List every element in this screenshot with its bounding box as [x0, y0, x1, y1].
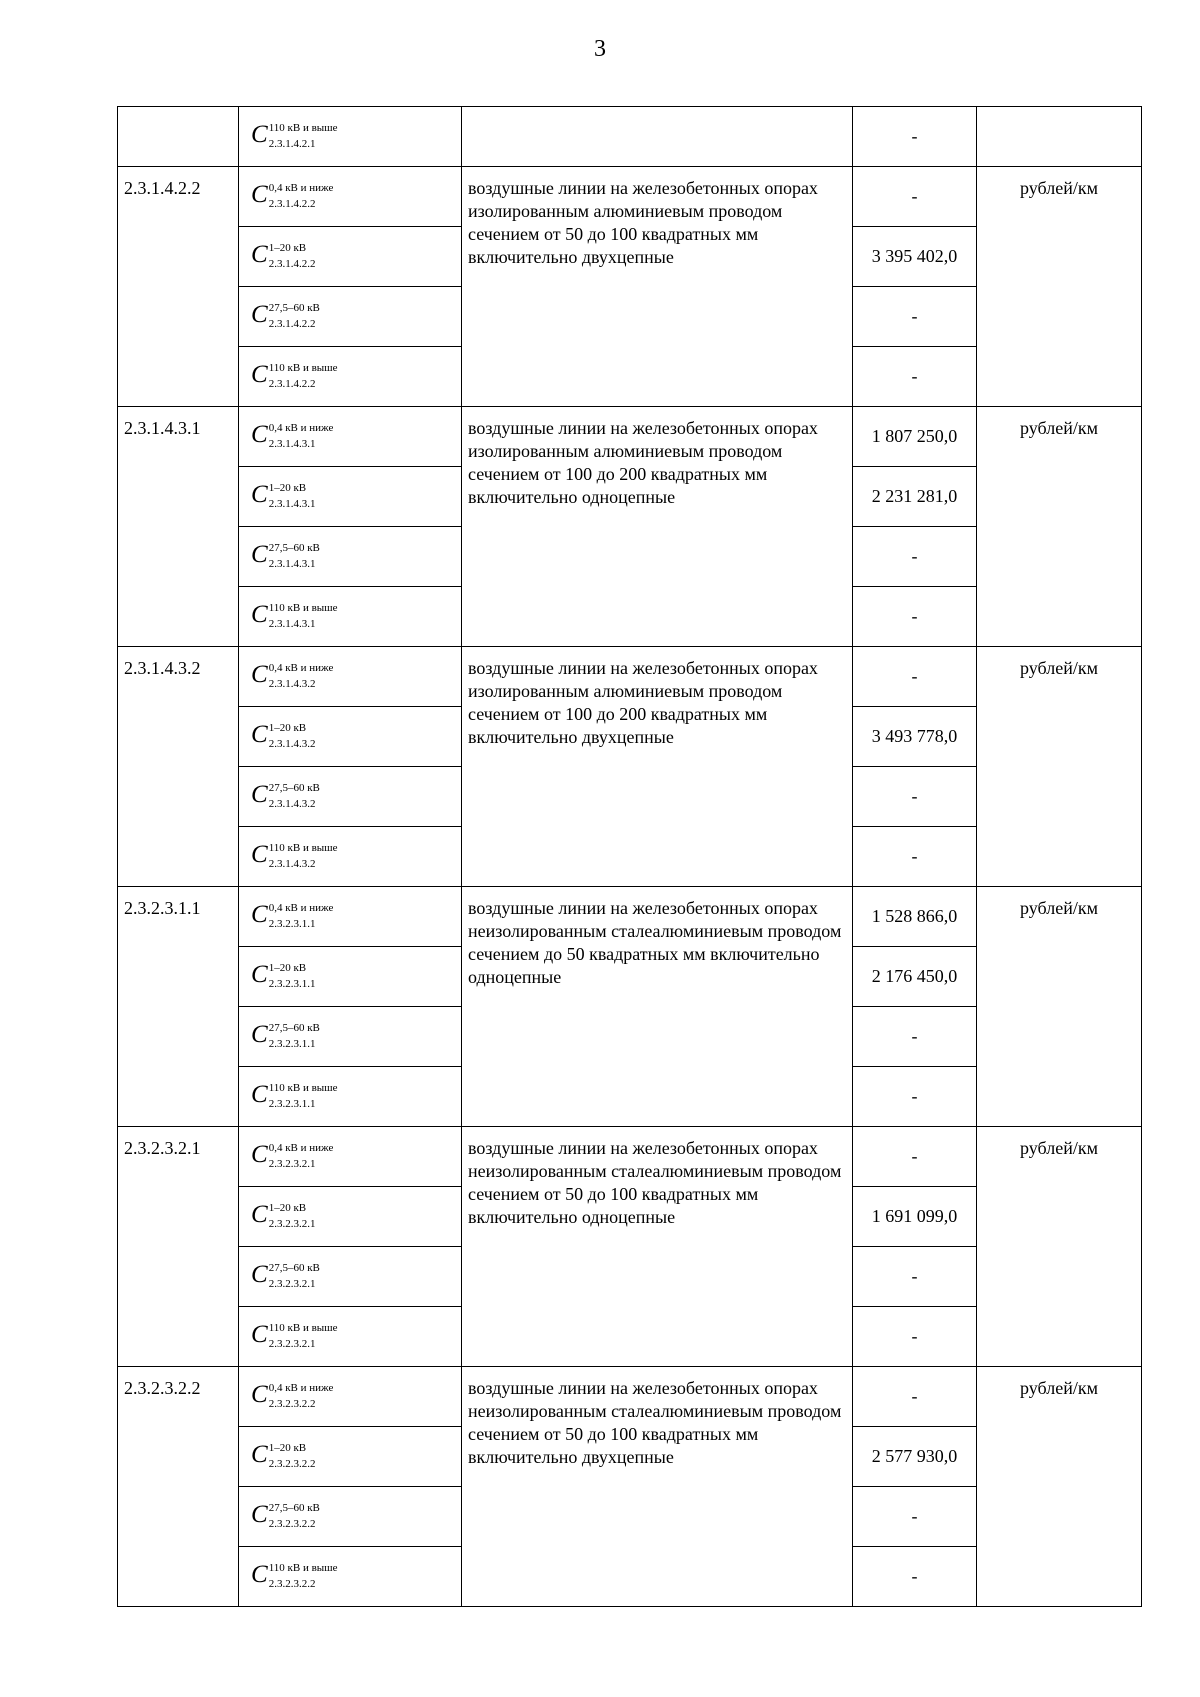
rate-code: 2.3.2.3.2.1: [118, 1127, 239, 1367]
rate-description: [462, 107, 853, 167]
rate-unit: рублей/км: [977, 887, 1142, 1127]
code-subscript: 2.3.1.4.2.2: [268, 197, 316, 210]
code-subscript: 2.3.2.3.1.1: [268, 977, 316, 990]
code-subscript: 2.3.1.4.2.2: [268, 257, 316, 270]
code-subscript: 2.3.1.4.3.2: [268, 857, 316, 870]
rate-symbol: [239, 287, 462, 347]
rate-value: 3 395 402,0: [853, 227, 977, 287]
rate-value: -: [853, 1487, 977, 1547]
symbol-indices: [268, 421, 334, 450]
rate-value: -: [853, 1127, 977, 1187]
rate-symbol: [239, 347, 462, 407]
symbol-letter: C: [251, 481, 268, 509]
code-subscript: 2.3.1.4.3.2: [268, 677, 316, 690]
code-subscript: 2.3.2.3.2.2: [268, 1397, 316, 1410]
rate-value: -: [853, 1547, 977, 1607]
symbol-letter: C: [251, 361, 268, 389]
rate-description: воздушные линии на железобетонных опорах изолированным алюминиевым проводом сечением от 100 до 200 квадратных мм включительно одноцепные: [462, 407, 853, 647]
symbol-indices: [268, 121, 338, 150]
rate-description: воздушные линии на железобетонных опорах неизолированным сталеалюминиевым проводом сечением от 50 до 100 квадратных мм включительно одноцепные: [462, 1127, 853, 1367]
code-subscript: 2.3.2.3.2.2: [268, 1457, 316, 1470]
symbol-letter: C: [251, 121, 268, 149]
table-row: [118, 1127, 1142, 1187]
voltage-superscript: 110 кВ и выше: [268, 121, 338, 134]
symbol-letter: C: [251, 841, 268, 869]
rate-symbol: [239, 1187, 462, 1247]
rate-symbol: [239, 767, 462, 827]
symbol-indices: [268, 841, 338, 870]
voltage-superscript: 110 кВ и выше: [268, 1081, 338, 1094]
rate-code: 2.3.2.3.2.2: [118, 1367, 239, 1607]
rate-value: -: [853, 767, 977, 827]
rate-unit: рублей/км: [977, 167, 1142, 407]
symbol-letter: C: [251, 1381, 268, 1409]
rate-symbol: [239, 1127, 462, 1187]
code-subscript: 2.3.2.3.2.1: [268, 1157, 316, 1170]
page-number: 3: [594, 36, 606, 62]
rate-symbol: [239, 1547, 462, 1607]
symbol-letter: C: [251, 181, 268, 209]
rate-code: 2.3.1.4.3.2: [118, 647, 239, 887]
table-row: [118, 647, 1142, 707]
voltage-superscript: 0,4 кВ и ниже: [268, 661, 334, 674]
rate-symbol: [239, 407, 462, 467]
voltage-superscript: 1–20 кВ: [268, 1201, 307, 1214]
rate-value: 1 807 250,0: [853, 407, 977, 467]
symbol-indices: [268, 1141, 334, 1170]
rate-symbol: [239, 887, 462, 947]
symbol-letter: C: [251, 1021, 268, 1049]
voltage-superscript: 27,5–60 кВ: [268, 541, 320, 554]
voltage-superscript: 110 кВ и выше: [268, 601, 338, 614]
rate-symbol: [239, 587, 462, 647]
voltage-superscript: 110 кВ и выше: [268, 361, 338, 374]
symbol-indices: [268, 481, 316, 510]
rate-value: 2 577 930,0: [853, 1427, 977, 1487]
rate-value: -: [853, 167, 977, 227]
symbol-indices: [268, 1021, 320, 1050]
voltage-superscript: 1–20 кВ: [268, 1441, 307, 1454]
rate-value: -: [853, 527, 977, 587]
symbol-indices: [268, 781, 320, 810]
rate-description: воздушные линии на железобетонных опорах неизолированным сталеалюминиевым проводом сечением до 50 квадратных мм включительно одноцепные: [462, 887, 853, 1127]
symbol-letter: C: [251, 781, 268, 809]
rate-value: -: [853, 1307, 977, 1367]
symbol-indices: [268, 241, 316, 270]
code-subscript: 2.3.1.4.3.2: [268, 797, 316, 810]
rate-unit: рублей/км: [977, 647, 1142, 887]
voltage-superscript: 110 кВ и выше: [268, 1561, 338, 1574]
code-subscript: 2.3.1.4.2.1: [268, 137, 316, 150]
symbol-letter: C: [251, 1261, 268, 1289]
code-subscript: 2.3.2.3.2.1: [268, 1217, 316, 1230]
symbol-indices: [268, 1321, 338, 1350]
rate-value: -: [853, 1007, 977, 1067]
rate-value: 1 691 099,0: [853, 1187, 977, 1247]
table-row: [118, 167, 1142, 227]
rate-symbol: [239, 467, 462, 527]
symbol-indices: [268, 1261, 320, 1290]
rate-code: 2.3.1.4.3.1: [118, 407, 239, 647]
symbol-letter: C: [251, 421, 268, 449]
code-subscript: 2.3.2.3.2.2: [268, 1577, 316, 1590]
rate-value: 3 493 778,0: [853, 707, 977, 767]
symbol-letter: C: [251, 661, 268, 689]
voltage-superscript: 27,5–60 кВ: [268, 1261, 320, 1274]
symbol-letter: C: [251, 961, 268, 989]
rate-description: воздушные линии на железобетонных опорах изолированным алюминиевым проводом сечением от 100 до 200 квадратных мм включительно двухцепные: [462, 647, 853, 887]
symbol-indices: [268, 601, 338, 630]
rate-code: 2.3.2.3.1.1: [118, 887, 239, 1127]
symbol-letter: C: [251, 1141, 268, 1169]
symbol-indices: [268, 181, 334, 210]
rate-unit: рублей/км: [977, 407, 1142, 647]
rate-value: -: [853, 647, 977, 707]
rate-description: воздушные линии на железобетонных опорах изолированным алюминиевым проводом сечением от 50 до 100 квадратных мм включительно двухцепные: [462, 167, 853, 407]
code-subscript: 2.3.1.4.2.2: [268, 317, 316, 330]
rate-code: [118, 107, 239, 167]
rate-unit: [977, 107, 1142, 167]
table-row: [118, 407, 1142, 467]
rate-table: [117, 106, 1142, 1607]
code-subscript: 2.3.2.3.1.1: [268, 1037, 316, 1050]
rate-value: 2 176 450,0: [853, 947, 977, 1007]
table-row: [118, 107, 1142, 167]
code-subscript: 2.3.1.4.3.1: [268, 497, 316, 510]
rate-value: -: [853, 287, 977, 347]
symbol-letter: C: [251, 1561, 268, 1589]
rate-symbol: [239, 1007, 462, 1067]
voltage-superscript: 0,4 кВ и ниже: [268, 421, 334, 434]
rate-symbol: [239, 1307, 462, 1367]
voltage-superscript: 27,5–60 кВ: [268, 1021, 320, 1034]
symbol-letter: C: [251, 301, 268, 329]
rate-table-body: [118, 107, 1142, 1607]
symbol-indices: [268, 661, 334, 690]
voltage-superscript: 1–20 кВ: [268, 241, 307, 254]
symbol-indices: [268, 1441, 316, 1470]
symbol-indices: [268, 961, 316, 990]
code-subscript: 2.3.2.3.2.2: [268, 1517, 316, 1530]
rate-symbol: [239, 527, 462, 587]
symbol-indices: [268, 1201, 316, 1230]
symbol-indices: [268, 901, 334, 930]
rate-unit: рублей/км: [977, 1367, 1142, 1607]
rate-symbol: [239, 1367, 462, 1427]
voltage-superscript: 1–20 кВ: [268, 481, 307, 494]
code-subscript: 2.3.2.3.2.1: [268, 1277, 316, 1290]
rate-unit: рублей/км: [977, 1127, 1142, 1367]
symbol-letter: C: [251, 241, 268, 269]
symbol-letter: C: [251, 1321, 268, 1349]
symbol-indices: [268, 1501, 320, 1530]
rate-description: воздушные линии на железобетонных опорах неизолированным сталеалюминиевым проводом сечением от 50 до 100 квадратных мм включительно двухцепные: [462, 1367, 853, 1607]
rate-value: 1 528 866,0: [853, 887, 977, 947]
voltage-superscript: 0,4 кВ и ниже: [268, 901, 334, 914]
rate-symbol: [239, 1247, 462, 1307]
code-subscript: 2.3.2.3.1.1: [268, 1097, 316, 1110]
rate-value: -: [853, 347, 977, 407]
rate-value: -: [853, 587, 977, 647]
symbol-indices: [268, 301, 320, 330]
voltage-superscript: 0,4 кВ и ниже: [268, 1381, 334, 1394]
symbol-indices: [268, 1081, 338, 1110]
rate-symbol: [239, 227, 462, 287]
rate-symbol: [239, 1067, 462, 1127]
symbol-indices: [268, 1561, 338, 1590]
rate-value: -: [853, 1067, 977, 1127]
code-subscript: 2.3.1.4.3.1: [268, 437, 316, 450]
code-subscript: 2.3.2.3.1.1: [268, 917, 316, 930]
rate-symbol: [239, 1427, 462, 1487]
symbol-letter: C: [251, 601, 268, 629]
rate-value: -: [853, 107, 977, 167]
symbol-indices: [268, 541, 320, 570]
table-row: [118, 1367, 1142, 1427]
voltage-superscript: 110 кВ и выше: [268, 841, 338, 854]
voltage-superscript: 0,4 кВ и ниже: [268, 181, 334, 194]
symbol-indices: [268, 721, 316, 750]
symbol-letter: C: [251, 541, 268, 569]
rate-value: -: [853, 1247, 977, 1307]
voltage-superscript: 110 кВ и выше: [268, 1321, 338, 1334]
rate-value: -: [853, 827, 977, 887]
voltage-superscript: 1–20 кВ: [268, 721, 307, 734]
rate-code: 2.3.1.4.2.2: [118, 167, 239, 407]
voltage-superscript: 27,5–60 кВ: [268, 1501, 320, 1514]
symbol-letter: C: [251, 1081, 268, 1109]
rate-symbol: [239, 947, 462, 1007]
code-subscript: 2.3.1.4.3.1: [268, 557, 316, 570]
rate-symbol: [239, 707, 462, 767]
voltage-superscript: 1–20 кВ: [268, 961, 307, 974]
rate-symbol: [239, 107, 462, 167]
code-subscript: 2.3.1.4.3.2: [268, 737, 316, 750]
symbol-letter: C: [251, 1501, 268, 1529]
rate-symbol: [239, 647, 462, 707]
symbol-indices: [268, 1381, 334, 1410]
rate-value: -: [853, 1367, 977, 1427]
code-subscript: 2.3.2.3.2.1: [268, 1337, 316, 1350]
symbol-letter: C: [251, 1201, 268, 1229]
rate-symbol: [239, 167, 462, 227]
symbol-letter: C: [251, 901, 268, 929]
rate-symbol: [239, 1487, 462, 1547]
symbol-letter: C: [251, 721, 268, 749]
symbol-indices: [268, 361, 338, 390]
rate-value: 2 231 281,0: [853, 467, 977, 527]
code-subscript: 2.3.1.4.3.1: [268, 617, 316, 630]
symbol-letter: C: [251, 1441, 268, 1469]
rate-symbol: [239, 827, 462, 887]
voltage-superscript: 0,4 кВ и ниже: [268, 1141, 334, 1154]
table-row: [118, 887, 1142, 947]
voltage-superscript: 27,5–60 кВ: [268, 301, 320, 314]
voltage-superscript: 27,5–60 кВ: [268, 781, 320, 794]
code-subscript: 2.3.1.4.2.2: [268, 377, 316, 390]
